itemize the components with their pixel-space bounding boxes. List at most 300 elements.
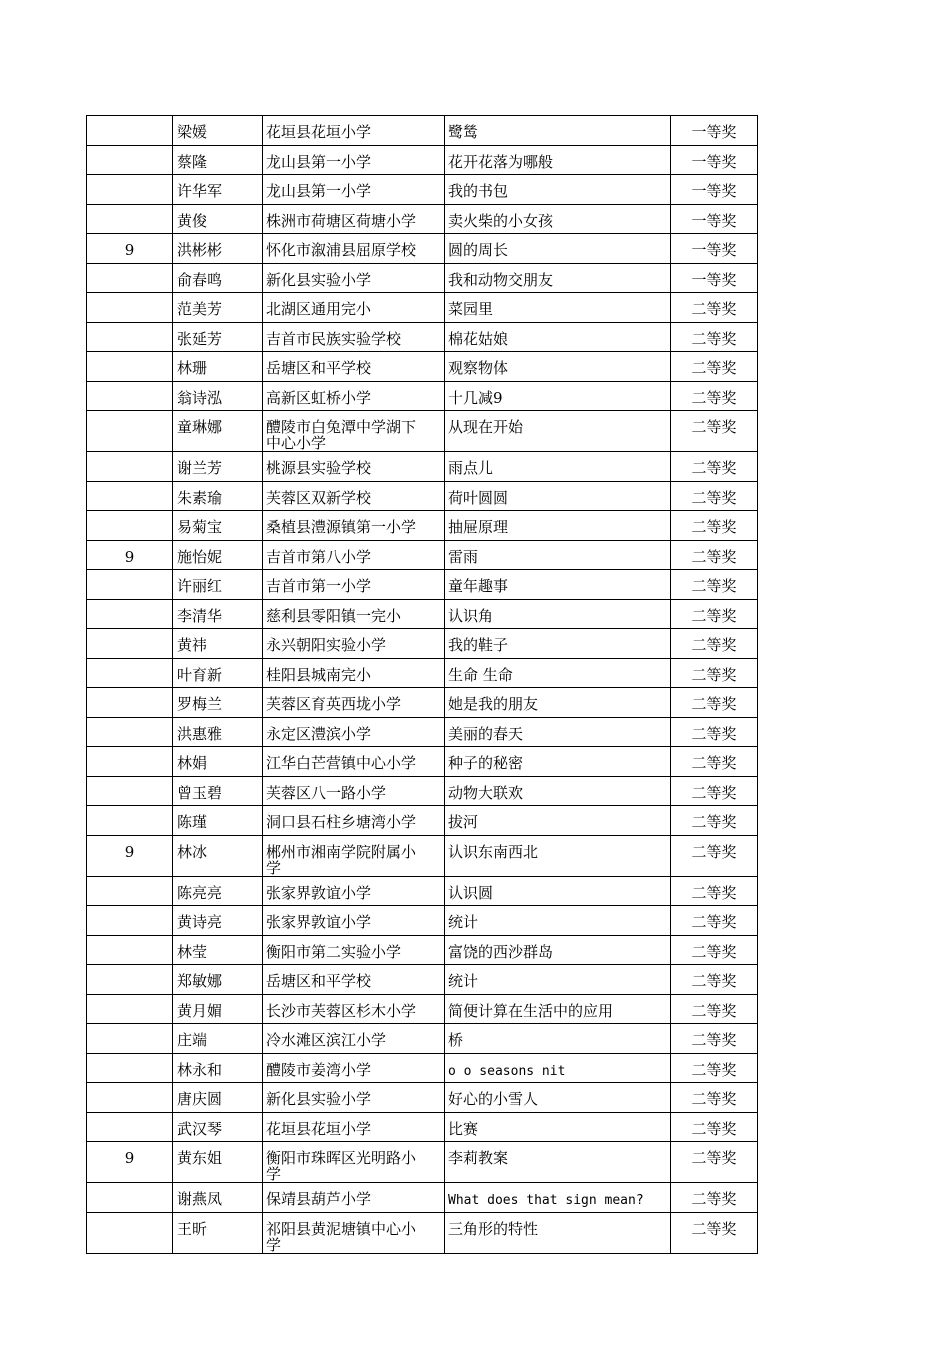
lesson-title xyxy=(445,381,671,411)
lesson-title-text: 圆的周长 xyxy=(448,241,509,259)
teacher-name xyxy=(173,835,263,876)
lesson-title-text: 拔河 xyxy=(448,813,479,831)
lesson-title xyxy=(445,965,671,995)
school-name xyxy=(263,204,445,234)
award-level xyxy=(671,1183,758,1213)
lesson-title-text: 比赛 xyxy=(448,1119,479,1138)
lesson-title xyxy=(445,116,671,146)
award-level xyxy=(671,381,758,411)
lesson-title-text: 桥 xyxy=(448,1031,464,1049)
school-name-text: 衡阳市第二实验小学 xyxy=(266,942,402,961)
school-name-text: 保靖县葫芦小学 xyxy=(266,1190,372,1208)
school-name xyxy=(263,629,445,659)
teacher-name-text: 蔡隆 xyxy=(177,152,208,171)
teacher-name xyxy=(173,145,263,175)
row-number xyxy=(87,965,173,995)
teacher-name-text: 曾玉碧 xyxy=(177,783,223,802)
teacher-name xyxy=(173,116,263,146)
award-level-text: 二等奖 xyxy=(691,724,737,743)
table-row xyxy=(87,1083,758,1113)
school-name xyxy=(263,145,445,175)
school-name xyxy=(263,835,445,876)
teacher-name-text: 谢燕凤 xyxy=(177,1190,223,1208)
school-name xyxy=(263,511,445,541)
school-name-text: 桃源县实验学校 xyxy=(266,459,372,477)
teacher-name-text: 郑敏娜 xyxy=(177,972,223,990)
teacher-name xyxy=(173,322,263,352)
lesson-title xyxy=(445,776,671,806)
school-name xyxy=(263,1053,445,1083)
lesson-title xyxy=(445,1212,671,1253)
award-level-text: 二等奖 xyxy=(691,488,737,507)
table-row xyxy=(87,1142,758,1183)
award-level xyxy=(671,717,758,747)
award-level-text: 二等奖 xyxy=(691,842,737,861)
row-number xyxy=(87,234,173,264)
award-level-text: 二等奖 xyxy=(691,636,737,654)
school-name xyxy=(263,717,445,747)
school-name xyxy=(263,935,445,965)
teacher-name xyxy=(173,511,263,541)
teacher-name xyxy=(173,935,263,965)
lesson-title xyxy=(445,1083,671,1113)
award-level-text: 二等奖 xyxy=(691,1001,737,1020)
lesson-title xyxy=(445,835,671,876)
row-number xyxy=(87,204,173,234)
row-number xyxy=(87,481,173,511)
table-row xyxy=(87,511,758,541)
lesson-title xyxy=(445,322,671,352)
table-row xyxy=(87,747,758,777)
teacher-name xyxy=(173,1024,263,1054)
award-level xyxy=(671,1212,758,1253)
lesson-title xyxy=(445,658,671,688)
school-name-text: 龙山县第一小学 xyxy=(266,182,372,200)
award-level-text: 二等奖 xyxy=(691,577,737,595)
school-name-text: 衡阳市珠晖区光明路小学 xyxy=(266,1149,417,1183)
school-name-text: 吉首市第八小学 xyxy=(266,547,372,566)
school-name-text: 桑植县澧源镇第一小学 xyxy=(266,518,417,536)
award-level xyxy=(671,1112,758,1142)
table-row xyxy=(87,835,758,876)
school-name-text: 醴陵市姜湾小学 xyxy=(266,1060,372,1079)
award-level xyxy=(671,352,758,382)
lesson-title xyxy=(445,688,671,718)
award-level-text: 一等奖 xyxy=(691,123,737,141)
table-row xyxy=(87,1112,758,1142)
lesson-title xyxy=(445,1183,671,1213)
award-level-text: 二等奖 xyxy=(691,754,737,772)
lesson-title-text: 李莉教案 xyxy=(448,1149,509,1167)
award-level xyxy=(671,935,758,965)
award-level-text: 二等奖 xyxy=(691,942,737,961)
teacher-name xyxy=(173,1142,263,1183)
award-level xyxy=(671,1024,758,1054)
lesson-title xyxy=(445,145,671,175)
school-name-text: 高新区虹桥小学 xyxy=(266,388,372,407)
table-row xyxy=(87,570,758,600)
school-name xyxy=(263,481,445,511)
row-number xyxy=(87,175,173,205)
teacher-name xyxy=(173,876,263,906)
lesson-title xyxy=(445,994,671,1024)
lesson-title-text: 我和动物交朋友 xyxy=(448,270,554,289)
award-level-text: 一等奖 xyxy=(691,270,737,289)
lesson-title xyxy=(445,175,671,205)
table-row xyxy=(87,629,758,659)
lesson-title-text: 认识角 xyxy=(448,606,494,625)
school-name-text: 长沙市芙蓉区杉木小学 xyxy=(266,1001,417,1020)
table-row xyxy=(87,381,758,411)
lesson-title xyxy=(445,1112,671,1142)
award-level-text: 二等奖 xyxy=(691,913,737,931)
row-number-text: 9 xyxy=(124,842,135,861)
lesson-title xyxy=(445,1024,671,1054)
award-level xyxy=(671,263,758,293)
table-row xyxy=(87,1183,758,1213)
table-row xyxy=(87,599,758,629)
table-row xyxy=(87,204,758,234)
teacher-name xyxy=(173,481,263,511)
table-row xyxy=(87,658,758,688)
teacher-name xyxy=(173,906,263,936)
teacher-name xyxy=(173,965,263,995)
school-name-text: 永兴朝阳实验小学 xyxy=(266,636,387,654)
award-level xyxy=(671,322,758,352)
row-number-text: 9 xyxy=(124,547,135,566)
lesson-title xyxy=(445,747,671,777)
lesson-title-text: 童年趣事 xyxy=(448,577,509,595)
row-number xyxy=(87,776,173,806)
lesson-title xyxy=(445,876,671,906)
row-number xyxy=(87,806,173,836)
teacher-name-text: 罗梅兰 xyxy=(177,695,223,713)
school-name xyxy=(263,599,445,629)
teacher-name-text: 黄东姐 xyxy=(177,1149,223,1167)
teacher-name xyxy=(173,352,263,382)
teacher-name xyxy=(173,204,263,234)
award-level-text: 二等奖 xyxy=(691,665,737,684)
award-level-text: 二等奖 xyxy=(691,300,737,318)
award-level-text: 二等奖 xyxy=(691,606,737,625)
teacher-name-text: 王昕 xyxy=(177,1219,208,1238)
award-level xyxy=(671,511,758,541)
award-level-text: 一等奖 xyxy=(691,182,737,200)
school-name-text: 张家界敦谊小学 xyxy=(266,913,372,931)
award-level xyxy=(671,540,758,570)
table-row xyxy=(87,1212,758,1253)
school-name xyxy=(263,293,445,323)
school-name-text: 吉首市民族实验学校 xyxy=(266,329,402,348)
teacher-name-text: 施怡妮 xyxy=(177,547,223,566)
teacher-name-text: 许丽红 xyxy=(177,577,223,595)
award-level xyxy=(671,994,758,1024)
row-number xyxy=(87,1053,173,1083)
school-name-text: 芙蓉区双新学校 xyxy=(266,488,372,507)
row-number xyxy=(87,411,173,452)
award-level-text: 一等奖 xyxy=(691,211,737,230)
award-level-text: 二等奖 xyxy=(691,813,737,831)
award-level-text: 二等奖 xyxy=(691,388,737,407)
school-name-text: 郴州市湘南学院附属小学 xyxy=(266,842,417,877)
table-row xyxy=(87,452,758,482)
table-row xyxy=(87,411,758,452)
school-name xyxy=(263,175,445,205)
award-level xyxy=(671,806,758,836)
award-level xyxy=(671,1142,758,1183)
award-level xyxy=(671,204,758,234)
table-row xyxy=(87,776,758,806)
award-level-text: 一等奖 xyxy=(691,241,737,259)
school-name-text: 芙蓉区育英西垅小学 xyxy=(266,695,402,713)
row-number xyxy=(87,1183,173,1213)
teacher-name xyxy=(173,411,263,452)
award-level xyxy=(671,965,758,995)
row-number-text: 9 xyxy=(124,241,135,259)
teacher-name xyxy=(173,1112,263,1142)
lesson-title-text: 十几减9 xyxy=(448,388,503,407)
award-level xyxy=(671,906,758,936)
award-level xyxy=(671,1083,758,1113)
teacher-name-text: 李清华 xyxy=(177,606,223,625)
lesson-title xyxy=(445,629,671,659)
lesson-title xyxy=(445,935,671,965)
teacher-name-text: 黄俊 xyxy=(177,211,208,230)
teacher-name-text: 庄端 xyxy=(177,1031,208,1049)
lesson-title xyxy=(445,1053,671,1083)
school-name-text: 芙蓉区八一路小学 xyxy=(266,783,387,802)
school-name xyxy=(263,806,445,836)
teacher-name xyxy=(173,452,263,482)
lesson-title xyxy=(445,452,671,482)
school-name xyxy=(263,776,445,806)
award-level xyxy=(671,234,758,264)
teacher-name xyxy=(173,381,263,411)
row-number xyxy=(87,1112,173,1142)
teacher-name xyxy=(173,599,263,629)
teacher-name-text: 许华军 xyxy=(177,182,223,200)
lesson-title-text: 统计 xyxy=(448,972,479,990)
teacher-name-text: 林永和 xyxy=(177,1060,223,1079)
table-row xyxy=(87,116,758,146)
row-number xyxy=(87,116,173,146)
award-level-text: 二等奖 xyxy=(691,459,737,477)
lesson-title-text: 富饶的西沙群岛 xyxy=(448,942,554,961)
lesson-title xyxy=(445,234,671,264)
lesson-title-text: 动物大联欢 xyxy=(448,783,524,802)
award-level xyxy=(671,175,758,205)
row-number xyxy=(87,540,173,570)
teacher-name-text: 洪彬彬 xyxy=(177,241,223,259)
teacher-name xyxy=(173,175,263,205)
row-number xyxy=(87,629,173,659)
award-level-text: 二等奖 xyxy=(691,518,737,536)
award-table-body xyxy=(87,116,758,1254)
school-name-text: 龙山县第一小学 xyxy=(266,152,372,171)
teacher-name-text: 陈瑾 xyxy=(177,813,208,831)
school-name xyxy=(263,906,445,936)
row-number xyxy=(87,717,173,747)
school-name-text: 洞口县石柱乡塘湾小学 xyxy=(266,813,417,831)
row-number xyxy=(87,658,173,688)
award-table xyxy=(86,115,758,1254)
teacher-name-text: 梁媛 xyxy=(177,123,208,141)
table-row xyxy=(87,234,758,264)
teacher-name-text: 翁诗泓 xyxy=(177,388,223,407)
teacher-name xyxy=(173,1183,263,1213)
lesson-title xyxy=(445,293,671,323)
school-name xyxy=(263,411,445,452)
table-row xyxy=(87,352,758,382)
school-name xyxy=(263,452,445,482)
school-name xyxy=(263,263,445,293)
award-level xyxy=(671,688,758,718)
lesson-title xyxy=(445,411,671,452)
school-name-text: 怀化市溆浦县屈原学校 xyxy=(266,241,417,259)
row-number xyxy=(87,906,173,936)
award-level xyxy=(671,570,758,600)
lesson-title xyxy=(445,511,671,541)
lesson-title-text: 鹭鸶 xyxy=(448,123,479,141)
teacher-name xyxy=(173,263,263,293)
lesson-title-text: 简便计算在生活中的应用 xyxy=(448,1001,614,1020)
lesson-title xyxy=(445,481,671,511)
award-level xyxy=(671,452,758,482)
school-name xyxy=(263,322,445,352)
school-name xyxy=(263,234,445,264)
teacher-name-text: 易菊宝 xyxy=(177,518,223,536)
award-level xyxy=(671,835,758,876)
row-number xyxy=(87,599,173,629)
school-name-text: 醴陵市白兔潭中学湖下中心小学 xyxy=(266,418,417,452)
teacher-name-text: 武汉琴 xyxy=(177,1119,223,1138)
school-name xyxy=(263,1083,445,1113)
award-level-text: 二等奖 xyxy=(691,1190,737,1208)
award-level xyxy=(671,747,758,777)
teacher-name xyxy=(173,1083,263,1113)
lesson-title-text: 抽屉原理 xyxy=(448,518,509,536)
row-number xyxy=(87,1212,173,1253)
table-row xyxy=(87,876,758,906)
lesson-title-text: 卖火柴的小女孩 xyxy=(448,211,554,230)
row-number xyxy=(87,935,173,965)
teacher-name-text: 范美芳 xyxy=(177,300,223,318)
teacher-name-text: 洪惠雅 xyxy=(177,724,223,743)
award-level xyxy=(671,1053,758,1083)
teacher-name xyxy=(173,234,263,264)
teacher-name xyxy=(173,776,263,806)
table-row xyxy=(87,965,758,995)
row-number xyxy=(87,570,173,600)
teacher-name xyxy=(173,717,263,747)
table-row xyxy=(87,263,758,293)
school-name xyxy=(263,965,445,995)
teacher-name xyxy=(173,994,263,1024)
teacher-name-text: 林娟 xyxy=(177,754,208,772)
teacher-name-text: 黄月媚 xyxy=(177,1001,223,1020)
table-row xyxy=(87,1024,758,1054)
teacher-name-text: 林莹 xyxy=(177,942,208,961)
teacher-name xyxy=(173,1053,263,1083)
table-row xyxy=(87,994,758,1024)
lesson-title-text: 她是我的朋友 xyxy=(448,695,539,713)
lesson-title-text: 我的书包 xyxy=(448,182,509,200)
school-name xyxy=(263,747,445,777)
lesson-title xyxy=(445,204,671,234)
row-number xyxy=(87,1142,173,1183)
school-name-text: 冷水滩区滨江小学 xyxy=(266,1031,387,1049)
row-number xyxy=(87,452,173,482)
school-name xyxy=(263,658,445,688)
teacher-name-text: 叶育新 xyxy=(177,665,223,684)
lesson-title xyxy=(445,1142,671,1183)
teacher-name xyxy=(173,1212,263,1253)
teacher-name-text: 俞春鸣 xyxy=(177,270,223,289)
table-row xyxy=(87,806,758,836)
award-level-text: 二等奖 xyxy=(691,329,737,348)
lesson-title-text: 我的鞋子 xyxy=(448,636,509,654)
school-name-text: 张家界敦谊小学 xyxy=(266,883,372,902)
award-level-text: 二等奖 xyxy=(691,547,737,566)
award-level-text: 二等奖 xyxy=(691,1090,737,1108)
school-name-text: 永定区澧滨小学 xyxy=(266,724,372,743)
lesson-title xyxy=(445,352,671,382)
lesson-title-text: 认识东南西北 xyxy=(448,842,539,861)
teacher-name-text: 朱素瑜 xyxy=(177,488,223,507)
school-name xyxy=(263,1142,445,1183)
award-level xyxy=(671,629,758,659)
table-row xyxy=(87,322,758,352)
award-level-text: 二等奖 xyxy=(691,1031,737,1049)
row-number-text: 9 xyxy=(124,1149,135,1167)
school-name xyxy=(263,876,445,906)
table-row xyxy=(87,540,758,570)
row-number xyxy=(87,145,173,175)
table-row xyxy=(87,293,758,323)
row-number xyxy=(87,322,173,352)
row-number xyxy=(87,511,173,541)
lesson-title-text: 荷叶圆圆 xyxy=(448,488,509,507)
lesson-title xyxy=(445,263,671,293)
lesson-title-text: 从现在开始 xyxy=(448,418,524,436)
lesson-title xyxy=(445,570,671,600)
school-name xyxy=(263,116,445,146)
row-number xyxy=(87,263,173,293)
school-name-text: 江华白芒营镇中心小学 xyxy=(266,754,417,772)
teacher-name-text: 童琳娜 xyxy=(177,418,223,436)
lesson-title-text: 统计 xyxy=(448,913,479,931)
teacher-name xyxy=(173,293,263,323)
table-row xyxy=(87,175,758,205)
row-number xyxy=(87,747,173,777)
award-level-text: 二等奖 xyxy=(691,883,737,902)
award-level-text: 二等奖 xyxy=(691,1219,737,1238)
table-row xyxy=(87,688,758,718)
row-number xyxy=(87,1083,173,1113)
table-row xyxy=(87,1053,758,1083)
school-name-text: 新化县实验小学 xyxy=(266,270,372,289)
row-number xyxy=(87,293,173,323)
award-level xyxy=(671,481,758,511)
row-number xyxy=(87,352,173,382)
teacher-name-text: 张延芳 xyxy=(177,329,223,348)
award-level-text: 二等奖 xyxy=(691,1060,737,1079)
row-number xyxy=(87,1024,173,1054)
row-number xyxy=(87,835,173,876)
school-name-text: 岳塘区和平学校 xyxy=(266,972,372,990)
lesson-title-text: 花开花落为哪般 xyxy=(448,152,554,171)
teacher-name xyxy=(173,629,263,659)
